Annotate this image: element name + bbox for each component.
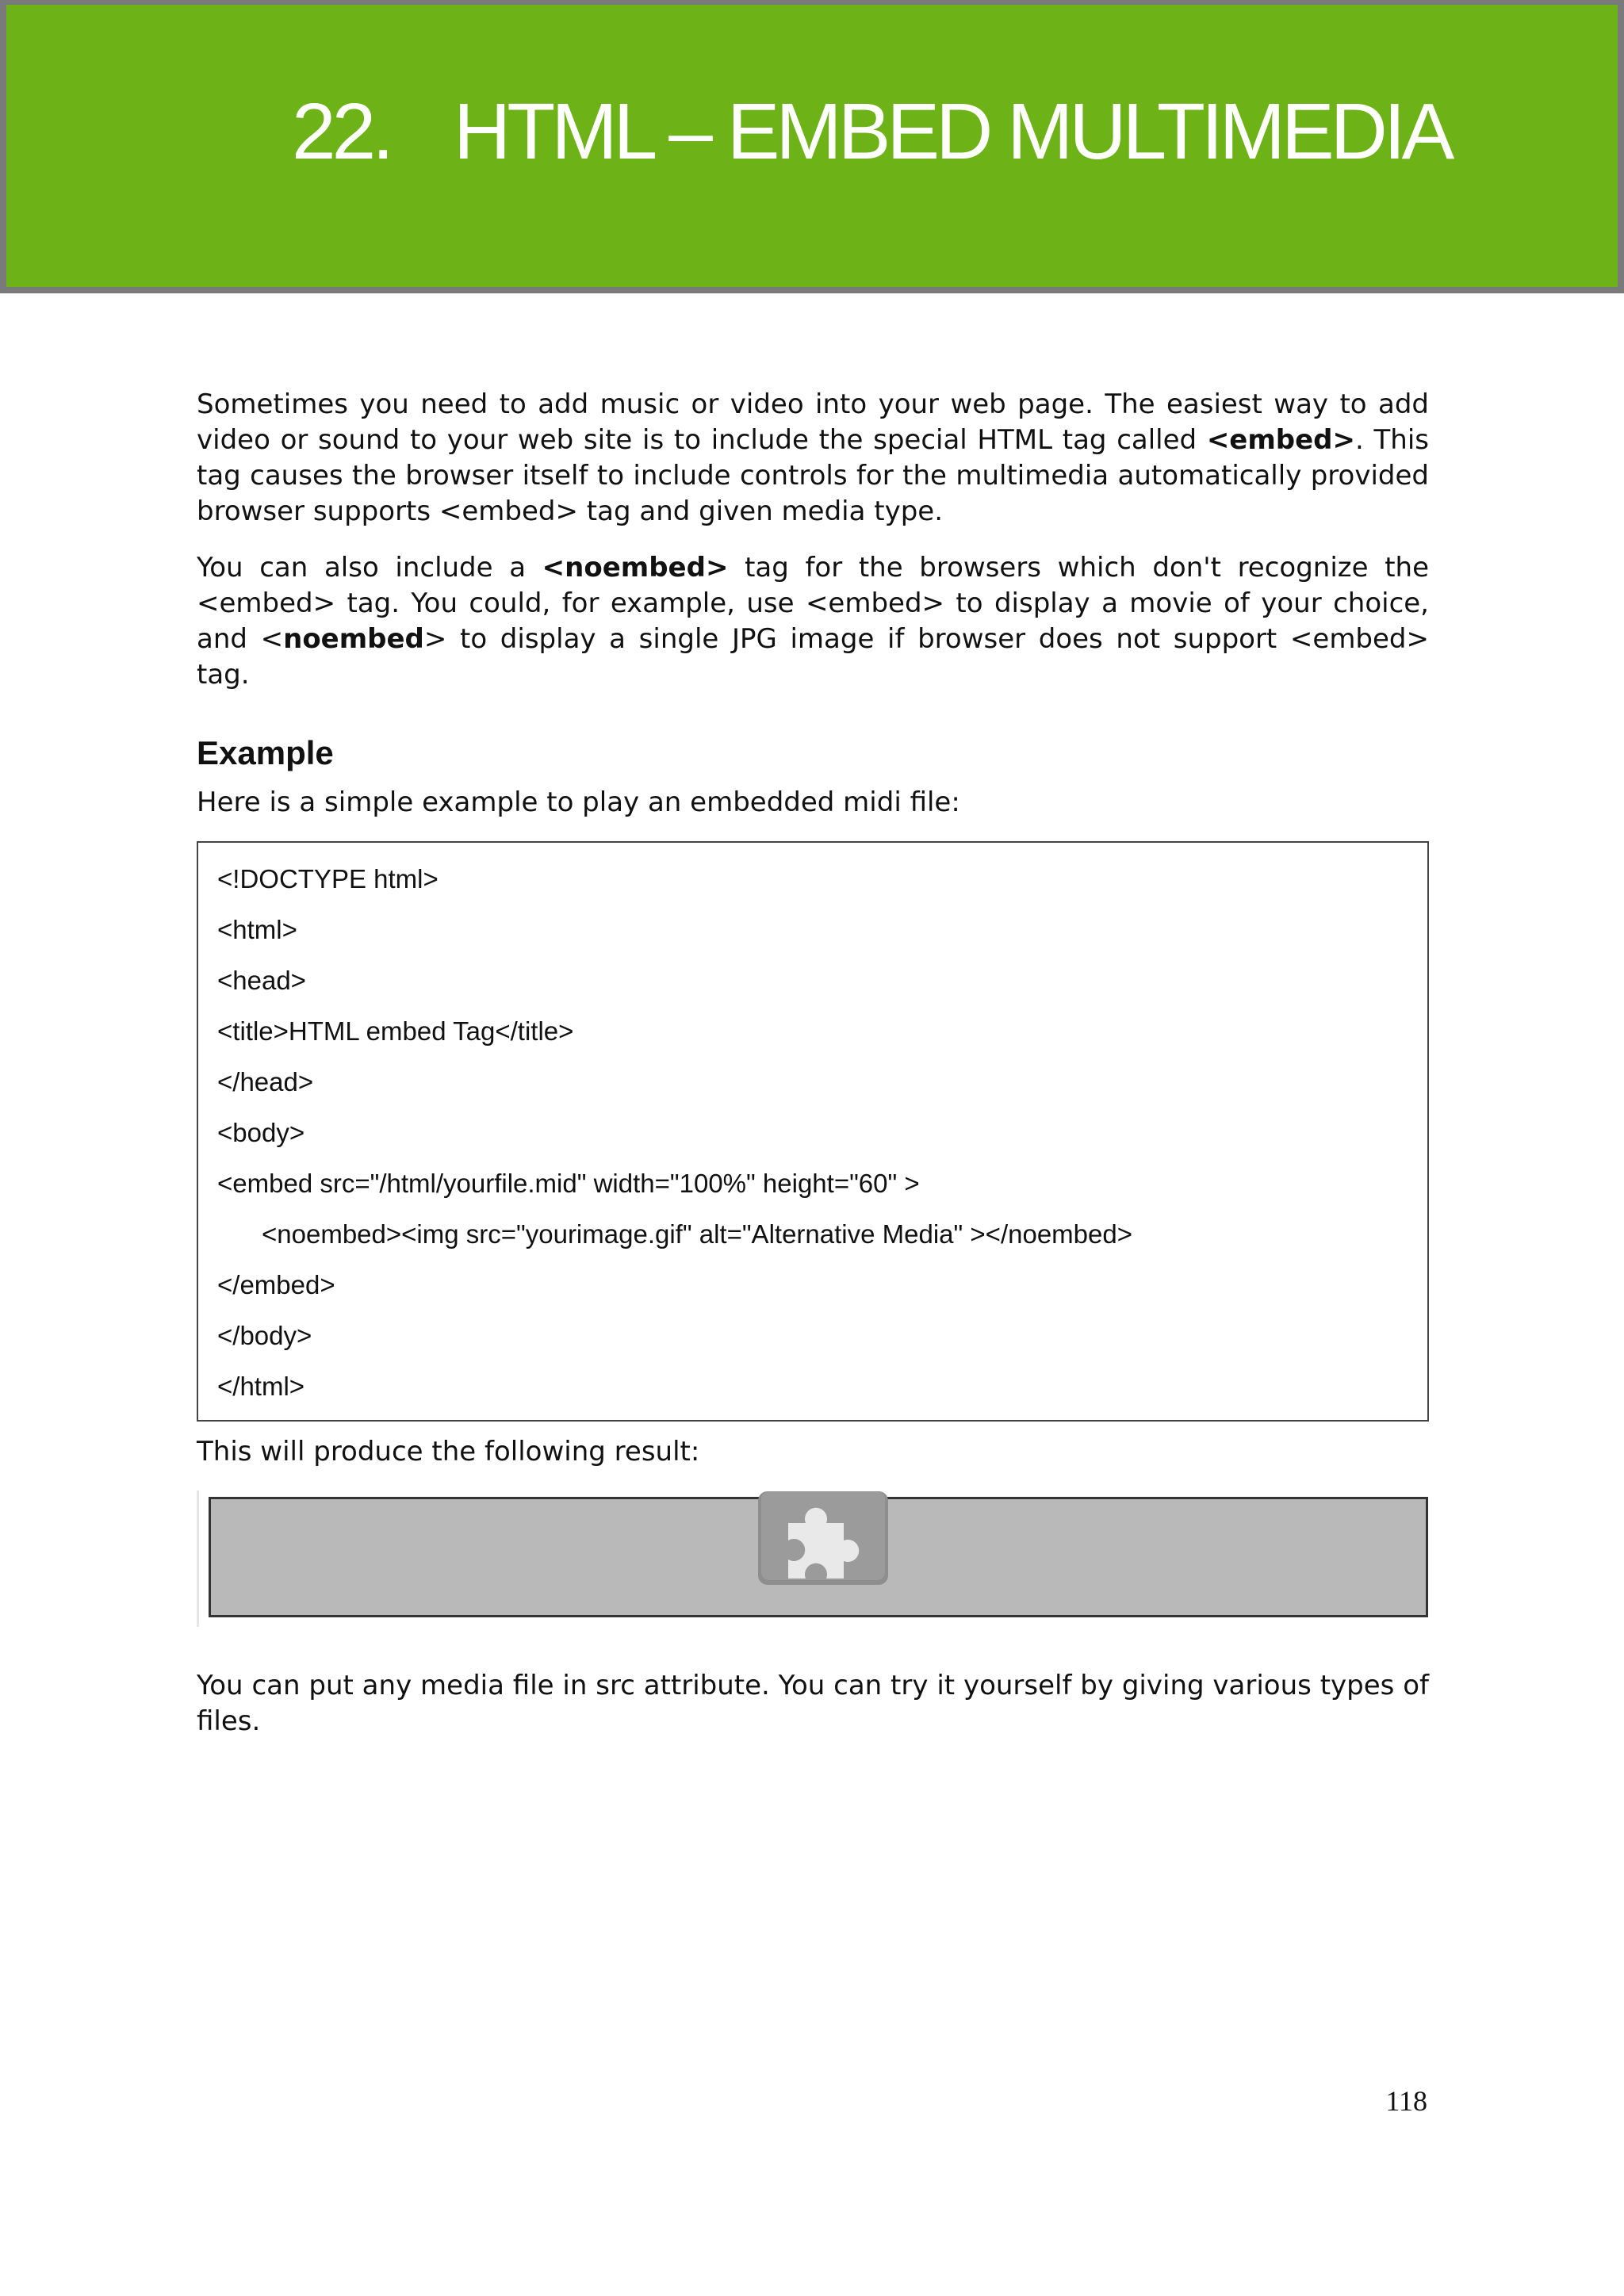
embedded-plugin-placeholder[interactable] <box>209 1497 1428 1617</box>
result-intro: This will produce the following result: <box>197 1436 700 1468</box>
page-content <box>197 387 1429 1739</box>
intro-paragraph-2 <box>197 550 1429 693</box>
code-line: </html> <box>217 1372 305 1401</box>
text-run: > to display a single JPG image if browser does not support <embed> tag. <box>197 623 1430 691</box>
bold-noembed-word: noembed <box>283 623 424 655</box>
code-example-box <box>197 841 1429 1422</box>
code-line: <!DOCTYPE html> <box>217 864 439 894</box>
code-line: </embed> <box>217 1270 335 1299</box>
closing-paragraph: You can put any media file in src attribute. You can try it yourself by giving various types of files. <box>197 1670 1429 1737</box>
code-line: <head> <box>217 966 306 995</box>
chapter-title-text: HTML – EMBED MULTIMEDIA <box>454 87 1451 176</box>
text-run: tag for the browsers which don't recognize the <embed> tag. You could, for example, use <embed> to display a movie of your choice, and < <box>197 552 1429 655</box>
code-line: <body> <box>217 1118 305 1147</box>
code-line: </body> <box>217 1321 312 1350</box>
page-number: 118 <box>1385 2085 1427 2117</box>
bold-noembed-tag: <noembed> <box>542 552 729 584</box>
code-line: <embed src="/html/yourfile.mid" width="100%" height="60" > <box>217 1169 920 1198</box>
code-line: <html> <box>217 915 297 944</box>
code-line: <title>HTML embed Tag</title> <box>217 1016 574 1046</box>
text-run: Sometimes you need to add music or video into your web page. The easiest way to add video or sound to your web site is to include the special HTML tag called <box>197 388 1429 456</box>
example-intro: Here is a simple example to play an embedded midi file: <box>197 786 960 818</box>
bold-embed-tag: <embed> <box>1206 424 1356 456</box>
text-run: You can also include a <box>197 552 542 584</box>
intro-paragraph-1 <box>197 387 1429 530</box>
code-line: <noembed><img src="yourimage.gif" alt="Alternative Media" ></noembed> <box>262 1219 1132 1249</box>
example-heading: Example <box>197 734 334 771</box>
puzzle-piece-icon <box>758 1491 888 1585</box>
chapter-title <box>292 84 1450 179</box>
chapter-number: 22. <box>292 87 391 176</box>
code-line: </head> <box>217 1067 314 1096</box>
result-preview <box>197 1490 1429 1627</box>
chapter-banner <box>0 0 1624 293</box>
text-run: . This tag causes the browser itself to include controls for the multimedia automatically provided browser supports <embed> tag and given media type. <box>197 424 1429 527</box>
